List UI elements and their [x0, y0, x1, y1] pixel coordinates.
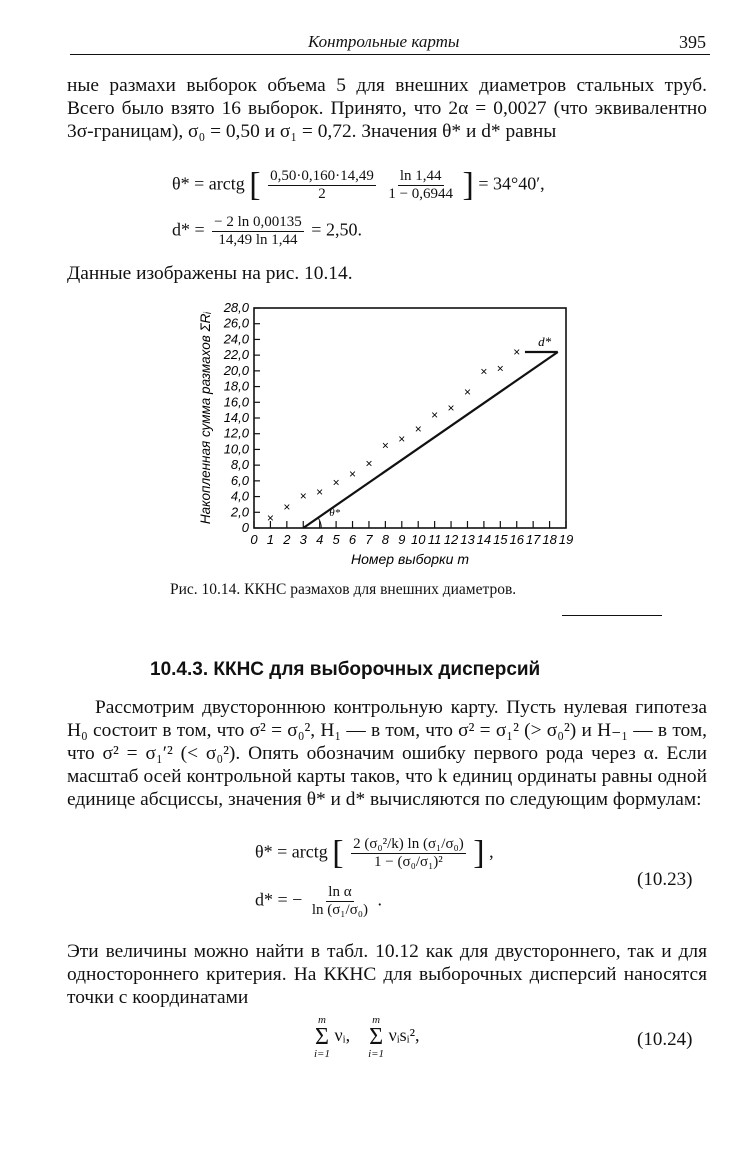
formula-d-frac — [212, 214, 304, 249]
formula3-tail1: , — [489, 841, 494, 862]
paragraph-3-text: Рассмотрим двустороннюю контрольную карту. Пусть нулевая гипотеза H₀ состоит в том, что σ² = σ₀², H₁ — в том, что σ² = σ₁² (> σ₀²) и H₋₁ — в том, что σ² = σ₁′² (< σ₀²). Опять обозначим ошибку первого рода через α. Если масштаб осей контрольной карты таков, что k единиц ординаты равны одной единице абсциссы, значения θ* и d* вычисляются по следующим формулам: — [67, 697, 707, 810]
formula3-frac2 — [310, 884, 370, 919]
x-tick-label: 2 — [283, 532, 291, 547]
data-point: × — [381, 438, 389, 453]
formula3-frac1 — [351, 836, 466, 871]
data-point: × — [414, 422, 422, 436]
x-tick-label: 9 — [398, 532, 406, 547]
frac2-denominator: 1 − 0,6944 — [388, 186, 454, 202]
y-tick-label: 18,0 — [223, 378, 249, 394]
equation-number-10-23: (10.23) — [637, 869, 693, 890]
formula3-lhs2: d* = − — [255, 889, 303, 910]
x-tick-label: 8 — [381, 532, 389, 547]
x-tick-label: 14 — [476, 532, 492, 547]
paragraph-2 — [67, 262, 707, 285]
y-tick-label: 8,0 — [230, 457, 249, 473]
annotation-theta: θ* — [329, 507, 341, 519]
y-tick-label: 14,0 — [223, 410, 249, 425]
x-tick-label: 5 — [332, 532, 340, 547]
sum-2-term: νᵢsᵢ², — [388, 1025, 420, 1046]
data-point: × — [332, 475, 340, 490]
data-point: × — [349, 466, 357, 481]
y-tick-label: 28,0 — [223, 300, 249, 315]
x-tick-label: 15 — [493, 532, 508, 547]
y-tick-label: 6,0 — [230, 472, 249, 488]
formula-theta-rhs: = 34°40′, — [478, 173, 545, 194]
x-tick-label: 16 — [509, 532, 524, 547]
x-tick-label: 18 — [542, 532, 557, 547]
formula-theta-frac1 — [268, 168, 376, 203]
formula-10-24 — [314, 1014, 420, 1060]
data-point: × — [513, 345, 521, 359]
paragraph-4-text: Эти величины можно найти в табл. 10.12 как для двустороннего, так и для одностороннего критерия. На ККНС для выборочных дисперсий наносятся точки с координатами — [67, 941, 707, 1008]
paragraph-4 — [67, 940, 707, 1009]
formula-d-rhs: = 2,50. — [311, 219, 362, 240]
x-tick-label: 1 — [266, 532, 275, 547]
frac1-denominator: 2 — [318, 186, 326, 202]
data-point: × — [496, 361, 504, 376]
formula3-den1: 1 − (σ₀/σ₁)² — [374, 854, 443, 870]
formula-d-numerator: − 2 ln 0,00135 — [214, 214, 302, 230]
running-title: Контрольные карты — [308, 32, 460, 51]
sum-2-lower: i=1 — [368, 1048, 385, 1060]
sigma-symbol: Σ — [369, 1024, 384, 1050]
data-point: × — [316, 484, 324, 499]
formula-d-lhs: d* = — [172, 219, 205, 240]
y-tick-label: 2,0 — [230, 504, 249, 520]
formula3-den2: ln (σ₁/σ₀) — [311, 902, 369, 918]
y-tick-label: 16,0 — [223, 394, 249, 410]
paragraph-1 — [67, 74, 707, 143]
bracket-close: ] — [462, 166, 474, 204]
data-point: × — [283, 499, 291, 514]
formula-theta — [172, 168, 545, 203]
sum-2 — [368, 1014, 384, 1060]
paragraph-3 — [67, 696, 707, 811]
y-tick-label: 4,0 — [230, 488, 249, 504]
sum-1-upper: m — [318, 1014, 326, 1026]
formula-theta-frac2 — [386, 168, 455, 203]
section-divider — [562, 615, 662, 616]
x-tick-label: 13 — [460, 532, 475, 547]
x-tick-label: 17 — [525, 532, 541, 547]
sigma-symbol: Σ — [315, 1024, 329, 1050]
page-number: 395 — [679, 32, 706, 52]
formula-d — [172, 214, 362, 249]
formula3-lhs1: θ* = arctg — [255, 841, 328, 862]
data-point: × — [266, 510, 274, 525]
paragraph-1-text: ные размахи выборок объема 5 для внешних диаметров стальных труб. Всего было взято 16 выборок. Принято, что 2α = 0,0027 (что эквивалентно 3σ-границам), σ₀ = 0,50 и σ₁ = 0,72. Значения θ* и d* равны — [67, 75, 707, 142]
x-tick-label: 19 — [558, 532, 574, 547]
data-point: × — [463, 385, 471, 400]
data-point: × — [480, 364, 488, 379]
x-tick-label: 3 — [299, 532, 307, 547]
bracket-close-2: ] — [473, 834, 485, 872]
sum-1-term: νᵢ, — [334, 1025, 351, 1046]
frac1-numerator: 0,50·0,160·14,49 — [270, 168, 374, 184]
formula-10-23-d — [255, 884, 382, 919]
formula3-num2: ln α — [328, 884, 352, 900]
cusum-chart — [180, 288, 600, 580]
y-tick-label: 0 — [241, 520, 249, 535]
formula-d-denominator: 14,49 ln 1,44 — [218, 232, 298, 248]
x-tick-label: 4 — [316, 532, 324, 547]
running-head — [70, 30, 710, 55]
formula-10-23-theta — [255, 836, 494, 871]
x-tick-label: 0 — [250, 532, 258, 547]
data-point: × — [299, 488, 307, 503]
v-mask-line — [303, 352, 558, 528]
bracket-open: [ — [249, 166, 261, 204]
bracket-open-2: [ — [332, 834, 344, 872]
data-point: × — [398, 432, 406, 447]
sum-1-lower: i=1 — [314, 1048, 330, 1060]
formula3-tail2: . — [377, 889, 383, 910]
x-tick-label: 10 — [410, 532, 426, 547]
x-tick-label: 12 — [443, 532, 459, 547]
y-tick-label: 24,0 — [223, 331, 249, 347]
annotation-d: d* — [538, 334, 552, 349]
y-axis-label: Накопленная сумма размахов ΣRᵢ — [198, 311, 213, 525]
sum-2-upper: m — [372, 1014, 381, 1026]
frac2-numerator: ln 1,44 — [399, 168, 442, 184]
data-point: × — [447, 400, 455, 415]
formula3-num1: 2 (σ₀²/k) ln (σ₁/σ₀) — [353, 836, 464, 852]
data-point: × — [365, 456, 373, 471]
equation-number-10-24: (10.24) — [637, 1029, 693, 1050]
y-tick-label: 12,0 — [223, 425, 249, 441]
x-tick-label: 7 — [365, 532, 373, 547]
y-tick-label: 26,0 — [223, 315, 249, 331]
y-tick-label: 10,0 — [223, 441, 249, 457]
section-title: 10.4.3. ККНС для выборочных дисперсий — [150, 659, 541, 680]
y-tick-label: 20,0 — [223, 362, 249, 378]
x-axis-label: Номер выборки m — [351, 551, 469, 567]
paragraph-2-text: Данные изображены на рис. 10.14. — [67, 263, 353, 284]
y-tick-label: 22,0 — [223, 347, 249, 363]
data-point: × — [431, 407, 439, 422]
figure-caption: Рис. 10.14. ККНС размахов для внешних диаметров. — [170, 581, 517, 598]
x-tick-label: 6 — [348, 532, 357, 547]
sum-1 — [314, 1014, 330, 1060]
formula-theta-lhs: θ* = arctg — [172, 173, 245, 194]
x-tick-label: 11 — [427, 532, 442, 547]
